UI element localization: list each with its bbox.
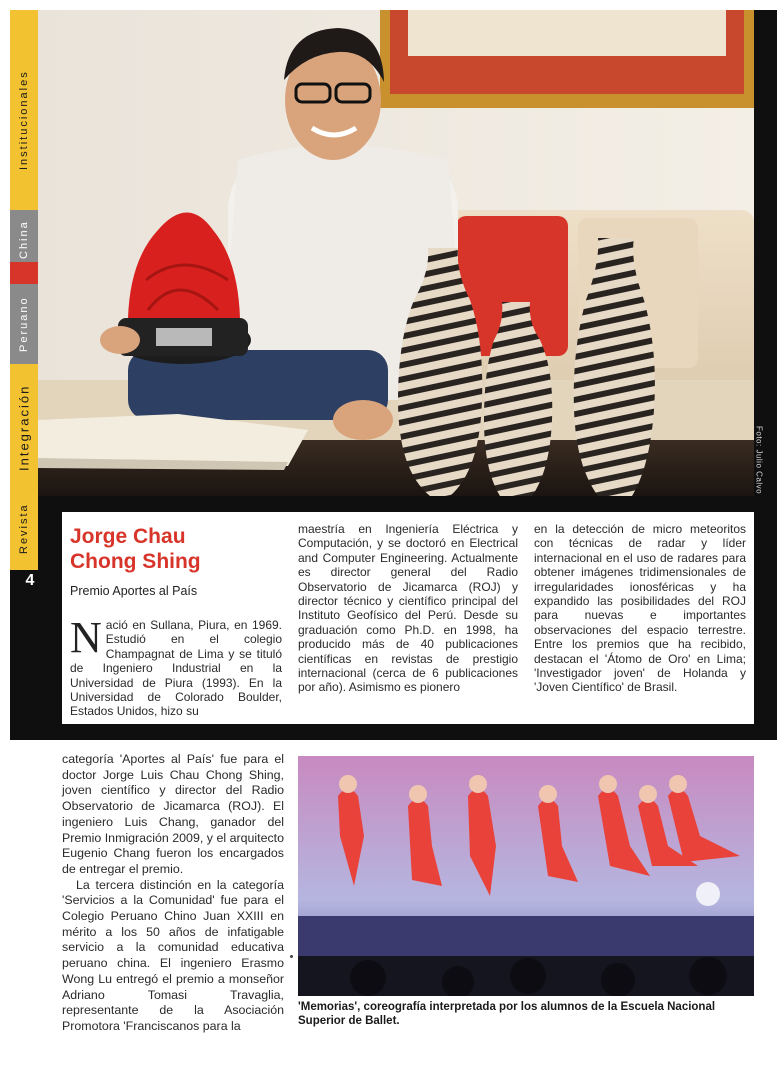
masthead-integracion: Integración [16, 384, 32, 472]
body-paragraph-2: La tercera distinción en la categoría 'Servicios a la Comunidad' fue para el Colegio Peruano Chino Juan XXIII en mérito a los 50 años de infatigable servicio a la comunidad educativa peruano china. El ingeniero Erasmo Wong Lu entregó el premio a monseñor Adriano Tomasi Travaglia, representante de la Asociación Promotora 'Franciscanos para la [62, 877, 284, 1033]
masthead-red-segment [10, 262, 38, 284]
profile-box [62, 512, 754, 724]
profile-name-line1: Jorge Chau [70, 525, 186, 548]
portrait-photo-illustration [38, 10, 754, 496]
masthead-revista: Revista [18, 503, 30, 555]
profile-column-3: en la detección de micro meteoritos con técnicas de radar y líder internacional en el uso de radares para obtener imágenes tridimensionales de irregularidades ionosféricas y ha expandido las posibilidades del ROJ para nuevas e importantes observaciones del espacio terrestre. Entre los premios que ha recibido, destacan el 'Átomo de Oro' en Lima; 'Investigador joven' de Holanda y 'Joven Científico' de Brasil. [534, 522, 746, 695]
profile-name-line2: Chong Shing [70, 550, 201, 573]
body-paragraph-1: categoría 'Aportes al País' fue para el doctor Jorge Luis Chau Chong Shing, joven científico y director del Radio Observatorio de Jicamarca (ROJ). El ingeniero Luis Chang, ganador del Premio Inmigración 2009, y el arquitecto Eugenio Chang fueron los encargados de entregar el premio. [62, 752, 284, 876]
caption-text: coreografía interpretada por los alumnos de la Escuela Nacional Superior de Ballet. [298, 1001, 716, 1027]
profile-column-1 [70, 613, 282, 719]
masthead-strip [10, 10, 38, 570]
profile-name [70, 524, 270, 574]
body-column [62, 752, 284, 1035]
caption-title: 'Memorias', [298, 1001, 361, 1013]
dropcap: N [70, 613, 102, 662]
bullet-dot [290, 955, 293, 958]
masthead-peruano: Peruano [18, 296, 30, 352]
main-photo [38, 10, 754, 496]
page-number: 4 [25, 572, 35, 589]
profile-column-2: maestría en Ingeniería Eléctrica y Computación, y se doctoró en Electrical and Computer Engineering. Actualmente es director general del Radio Observatorio de Jicamarca (ROJ) y director técnico y científico principal del Instituto Geofísico del Perú. Desde su graduación como Ph.D. en 1998, ha producido más de 40 publicaciones científicas en revistas de prestigio internacional (cerca de 6 publicaciones por año). Asimismo es pionero [298, 522, 518, 695]
photo-credit: Foto: Julio Calvo [754, 425, 764, 495]
profile-award: Premio Aportes al País [70, 584, 198, 598]
photo-caption [298, 1000, 754, 1028]
profile-column-1-text: ació en Sullana, Piura, en 1969. Estudió en el colegio Champagnat de Lima y se tituló de Ingeniero Industrial en la Universidad de Piura (1993). En la Universidad de Colorado Boulder, Estados Unidos, hizo su [70, 618, 282, 719]
ballet-photo [298, 756, 754, 996]
masthead-institucionales: Institucionales [18, 70, 30, 170]
ballet-photo-illustration [298, 756, 754, 996]
masthead-china: China [18, 220, 30, 260]
